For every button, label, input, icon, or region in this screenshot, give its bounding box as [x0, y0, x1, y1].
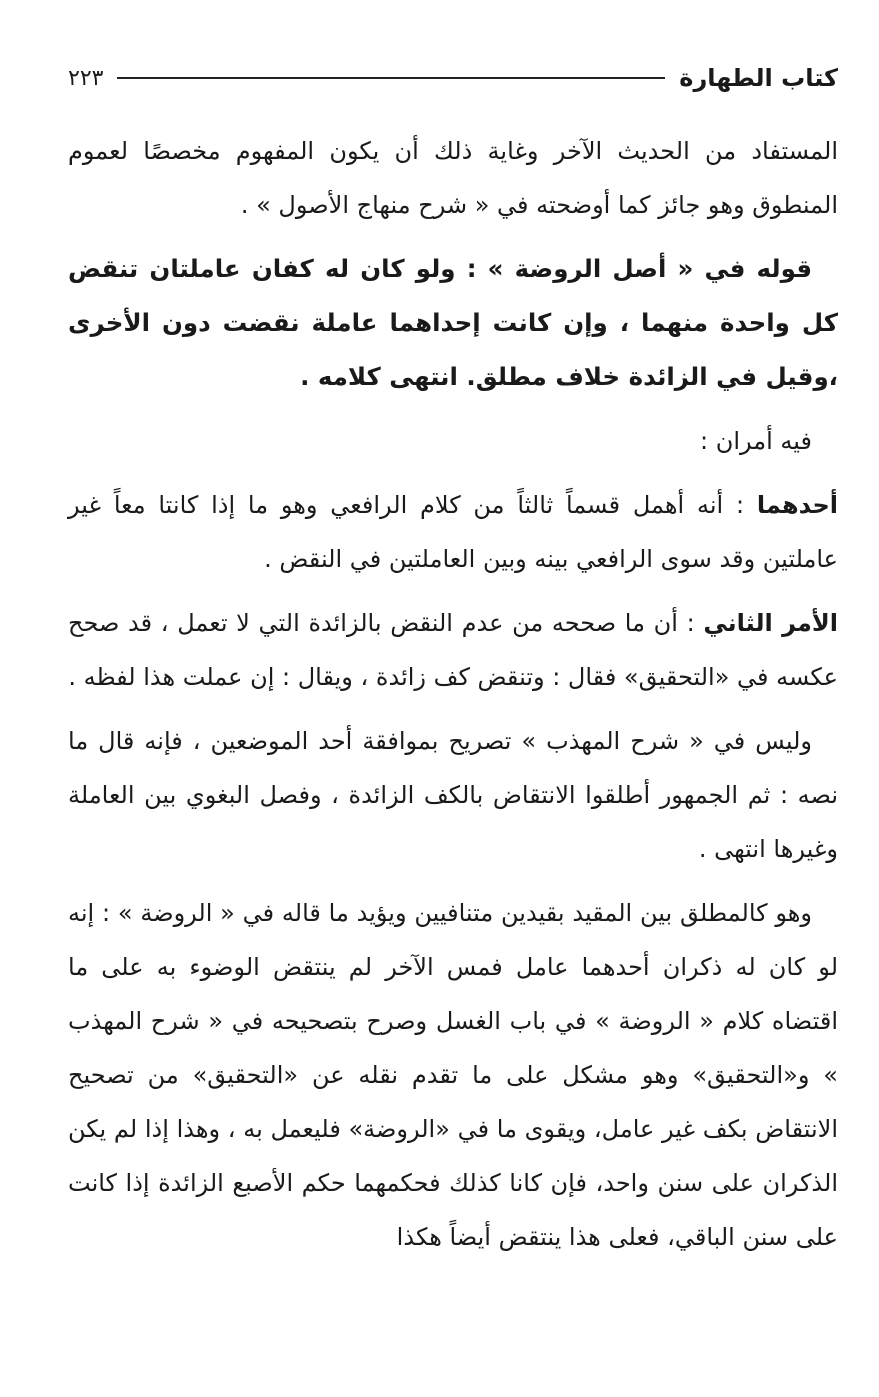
paragraph-text: فيه أمران :: [700, 427, 812, 455]
paragraph-lead: أحدهما: [756, 491, 838, 519]
paragraph-continuation: [68, 124, 838, 232]
header-rule: [117, 77, 665, 79]
paragraph-second-matter: [68, 596, 838, 704]
page-body: [68, 124, 838, 1274]
paragraph-intro: [68, 414, 838, 468]
paragraph-quote: [68, 242, 838, 404]
paragraph-analysis: [68, 886, 838, 1264]
header-title: كتاب الطهارة: [679, 64, 838, 92]
page-number: ٢٢٣: [68, 65, 104, 91]
paragraph-text: وهو كالمطلق بين المقيد بقيدين متنافيين ويؤيد ما قاله في « الروضة » : إنه لو كان له ذكران أحدهما عامل فمس الآخر لم ينتقض الوضوء به على ما اقتضاه كلام « الروضة » في باب الغسل وصرح بتصحيحه في « شرح المهذب » و«التحقيق» وهو مشكل على ما تقدم نقله عن «التحقيق» من تصحيح الانتقاض بكف غير عامل، ويقوى ما في «الروضة» فليعمل به ، وهذا إذا لم يكن الذكران على سنن واحد، فإن كانا كذلك فحكمهما حكم الأصبع الزائدة إذا كانت على سنن الباقي، فعلى هذا ينتقض أيضاً هكذا: [68, 899, 838, 1251]
paragraph-muhadhdhab: [68, 714, 838, 876]
paragraph-text: : أنه أهمل قسماً ثالثاً من كلام الرافعي وهو ما إذا كانتا معاً غير عاملتين وقد سوى الرافعي بينه وبين العاملتين في النقض .: [68, 491, 838, 573]
paragraph-lead: الأمر الثاني: [703, 609, 839, 637]
paragraph-text: المستفاد من الحديث الآخر وغاية ذلك أن يكون المفهوم مخصصًا لعموم المنطوق وهو جائز كما أوضحته في « شرح منهاج الأصول » .: [68, 137, 838, 219]
paragraph-text: قوله في « أصل الروضة » : ولو كان له كفان عاملتان تنقض كل واحدة منهما ، وإن كانت إحداهما عاملة نقضت دون الأخرى ،وقيل في الزائدة خلاف مطلق. انتهى كلامه .: [68, 254, 838, 391]
paragraph-first-matter: [68, 478, 838, 586]
running-header: [68, 58, 838, 98]
paragraph-text: وليس في « شرح المهذب » تصريح بموافقة أحد الموضعين ، فإنه قال ما نصه : ثم الجمهور أطلقوا الانتقاض بالكف الزائدة ، وفصل البغوي بين العاملة وغيرها انتهى .: [68, 727, 838, 863]
paragraph-text: : أن ما صححه من عدم النقض بالزائدة التي لا تعمل ، قد صحح عكسه في «التحقيق» فقال : وتنقض كف زائدة ، ويقال : إن عملت هذا لفظه .: [68, 609, 838, 691]
